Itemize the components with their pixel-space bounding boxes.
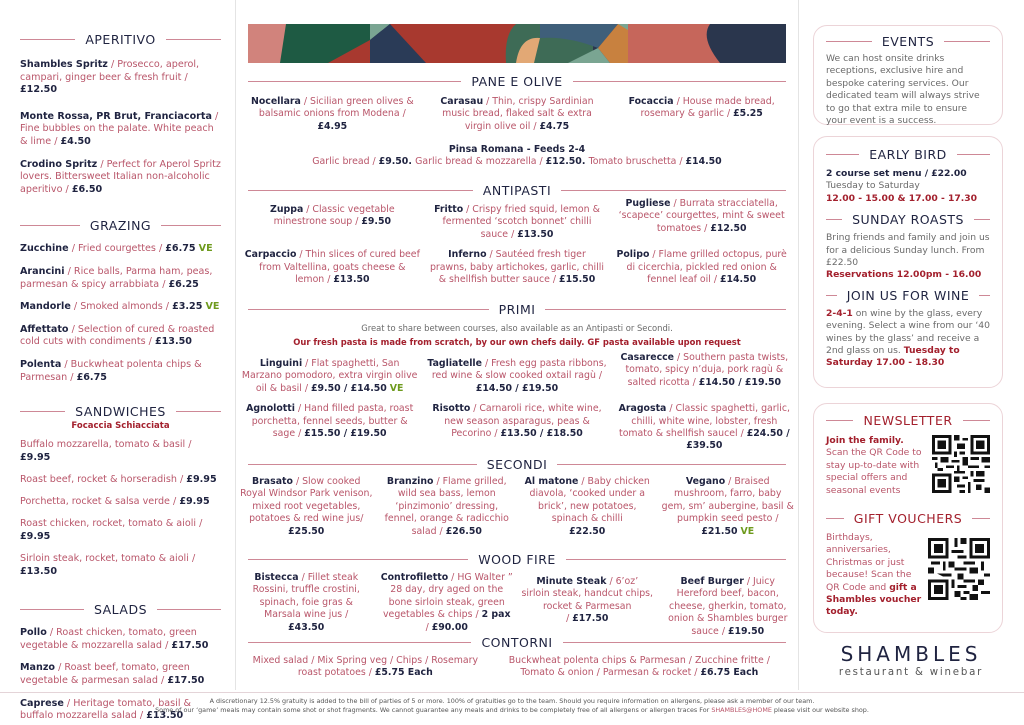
section-heading-sunday-roasts: SUNDAY ROASTS bbox=[826, 212, 990, 227]
section-heading-events: EVENTS bbox=[826, 34, 990, 49]
section-heading-wood-fire: WOOD FIRE bbox=[248, 552, 786, 567]
newsletter-text: Join the family. Scan the QR Code to stay up-to-date with special offers and seasonal events bbox=[826, 435, 922, 496]
menu-item: Arancini / Rice balls, Parma ham, peas, parmesan & spicy arrabbiata / £6.25 bbox=[20, 265, 213, 290]
section-heading-salads: SALADS bbox=[20, 602, 221, 617]
vegan-badge: VE bbox=[198, 243, 213, 255]
menu-item: Sirloin steak, rocket, tomato & aioli / £13.50 bbox=[20, 553, 196, 577]
right-column bbox=[798, 0, 1024, 690]
menu-item: Caprese / Heritage tomato, basil & buffalo mozzarella salad / £13.50 bbox=[20, 697, 192, 722]
primi-pasta-note: Our fresh pasta is made from scratch, by our own chefs daily. GF pasta available upon request bbox=[293, 337, 741, 347]
menu-item: Branzino / Flame grilled, wild sea bass, lemon ‘pinzimonio’ dressing, fennel, orange & radicchio salad / £26.50 bbox=[384, 476, 509, 537]
menu-item: Pollo / Roast chicken, tomato, green vegetable & mozzarella salad / £17.50 bbox=[20, 627, 209, 651]
vegan-badge: VE bbox=[389, 382, 404, 394]
menu-item: Beef Burger / Juicy Hereford beef, bacon, cheese, gherkin, tomato, onion & Shambles burger sauce / £19.50 bbox=[668, 576, 788, 637]
menu-item: Brasato / Slow cooked Royal Windsor Park venison, mixed root vegetables, potatoes & red wine jus/ £25.50 bbox=[240, 476, 373, 537]
pinsa-romana: Pinsa Romana - Feeds 2-4 Garlic bread / £9.50. Garlic bread & mozzarella / £12.50. Tomato bruschetta / £14.50 bbox=[312, 144, 722, 168]
menu-item: Aragosta / Classic spaghetti, garlic, chilli, white wine, lobster, fresh tomato & shellfish saucel / £24.50 / £39.50 bbox=[618, 403, 790, 452]
shambles-at-home-link[interactable]: SHAMBLES@HOME bbox=[711, 706, 772, 714]
section-heading-early-bird: EARLY BIRD bbox=[826, 147, 990, 162]
section-heading-antipasti: ANTIPASTI bbox=[248, 183, 786, 198]
offers-card: EARLY BIRD 2 course set menu / £22.00 Tuesday to Saturday 12.00 - 15.00 & 17.00 - 17.30 SUNDAY ROASTS Bring friends and family and join us for a delicious Sunday lunch. From £22.50 Reservations 12.00pm - 16.00 JOIN US FOR WINE 2-4-1 on wine by the glass, every evening. Select a wine from our ‘40 wines by the glass’ and receive a 2nd glass on us. Tuesday to Saturday 17.00 - 18.30 bbox=[813, 136, 1003, 388]
menu-item: Manzo / Roast beef, tomato, green vegetable & parmesan salad / £17.50 bbox=[20, 662, 205, 686]
center-column bbox=[236, 0, 798, 690]
section-heading-pane-e-olive: PANE E OLIVE bbox=[248, 74, 786, 89]
menu-item: Roast beef, rocket & horseradish / £9.95 bbox=[20, 473, 217, 485]
section-heading-newsletter: NEWSLETTER bbox=[826, 413, 990, 428]
menu-item: Minute Steak / 6’oz’ sirloin steak, handcut chips, rocket & Parmesan / £17.50 bbox=[521, 576, 654, 625]
menu-item: Zuppa / Classic vegetable minestrone soup / £9.50 bbox=[270, 204, 395, 228]
menu-item: Focaccia / House made bread, rosemary & garlic / £5.25 bbox=[628, 96, 775, 120]
menu-item: Fritto / Crispy fried squid, lemon & fermented ‘scotch bonnet’ chilli sauce / £13.50 bbox=[434, 204, 600, 240]
left-column bbox=[0, 0, 236, 722]
menu-item: Agnolotti / Hand filled pasta, roast porchetta, fennel seeds, butter & sage / £15.50 / £19.50 bbox=[246, 403, 414, 440]
qr-code-icon[interactable] bbox=[932, 435, 990, 493]
menu-item: Polenta / Buckwheat polenta chips & Parmesan / £6.75 bbox=[20, 358, 202, 383]
vegan-badge: VE bbox=[740, 525, 755, 537]
menu-item: Roast chicken, rocket, tomato & aioli / £9.95 bbox=[20, 518, 203, 542]
sandwiches-subtitle: Focaccia Schiacciata bbox=[71, 421, 170, 432]
events-card bbox=[813, 25, 1003, 125]
menu-item: Casarecce / Southern pasta twists, tomato, spicy n’duja, pork ragù & salted ricotta / £14.50 / £19.50 bbox=[620, 352, 789, 388]
newsletter-card bbox=[813, 403, 1003, 633]
section-heading-secondi: SECONDI bbox=[248, 457, 786, 472]
contorni-group: Buckwheat polenta chips & Parmesan / Zucchine fritte / Tomato & onion / Parmesan & rocket / £6.75 Each bbox=[508, 655, 770, 679]
menu-item: Polipo / Flame grilled octopus, purè di cicerchia, pickled red onion & fennel leaf oil / £14.50 bbox=[616, 249, 787, 286]
primi-note: Great to share between courses, also available as an Antipasti or Secondi. bbox=[361, 323, 673, 333]
section-heading-aperitivo: APERITIVO bbox=[20, 32, 221, 47]
events-text: We can host onsite drinks receptions, exclusive hire and bespoke catering services. Our dedicated team will always strive to go that extra mile to ensure your event is a success. bbox=[826, 53, 980, 127]
menu-item: Mandorle / Smoked almonds / £3.25 VE bbox=[20, 301, 220, 313]
menu-item: Crodino Spritz / Perfect for Aperol Spritz lovers. Bittersweet Italian non-alcoholic aperitivo / £6.50 bbox=[20, 158, 221, 195]
menu-item: Al matone / Baby chicken diavola, ‘cooked under a brick’, new potatoes, spinach & chilli £22.50 bbox=[524, 476, 650, 537]
menu-item: Monte Rossa, PR Brut, Franciacorta / Fine bubbles on the palate. White peach & lime / £4.50 bbox=[20, 110, 219, 147]
section-heading-sandwiches: SANDWICHES bbox=[20, 404, 221, 419]
menu-item: Nocellara / Sicilian green olives & balsamic onions from Modena / £4.95 bbox=[250, 96, 414, 132]
wine-offer-text: 2-4-1 on wine by the glass, every evening. Select a wine from our ‘40 wines by the glass’ and receive a 2nd glass on us. Tuesday to Saturday 17.00 - 18.30 bbox=[826, 307, 990, 369]
vegan-badge: VE bbox=[205, 301, 220, 313]
shambles-logo: SHAMBLES restaurant & winebar bbox=[838, 642, 984, 678]
section-heading-grazing: GRAZING bbox=[20, 218, 221, 233]
menu-item: Carpaccio / Thin slices of cured beef from Valtellina, goats cheese & lemon / £13.50 bbox=[244, 249, 420, 286]
vouchers-text: Birthdays, anniversaries, Christmas or just because! Scan the QR Code and gift a Shambles voucher today. bbox=[826, 532, 922, 618]
section-heading-contorni: CONTORNI bbox=[248, 635, 786, 650]
menu-item: Pugliese / Burrata stracciatella, ‘scapece’ courgettes, mint & sweet tomatoes / £12.50 bbox=[618, 198, 785, 234]
menu-item: Affettato / Selection of cured & roasted cold cuts with condiments / £13.50 bbox=[20, 323, 215, 348]
menu-item: Linguini / Flat spaghetti, San Marzano pomodoro, extra virgin olive oil & basil / £9.50 / £14.50 VE bbox=[241, 358, 418, 394]
menu-item: Shambles Spritz / Prosecco, aperol, campari, ginger beer & fresh fruit / £12.50 bbox=[20, 59, 200, 96]
menu-item: Carasau / Thin, crispy Sardinian music bread, flaked salt & extra virgin olive oil / £4.75 bbox=[440, 96, 594, 132]
menu-item: Porchetta, rocket & salsa verde / £9.95 bbox=[20, 496, 210, 508]
menu-item: Risotto / Carnaroli rice, white wine, new season asparagus, peas & Pecorino / £13.50 / £18.50 bbox=[432, 403, 602, 440]
section-heading-primi: PRIMI bbox=[248, 302, 786, 317]
contorni-group: Mixed salad / Mix Spring veg / Chips / Rosemary roast potatoes / £5.75 Each bbox=[252, 655, 478, 679]
section-heading-gift-vouchers: GIFT VOUCHERS bbox=[826, 511, 990, 526]
menu-item: Controfiletto / HG Walter ” 28 day, dry aged on the bone sirloin steak, green vegetables & chips / 2 pax / £90.00 bbox=[380, 572, 513, 633]
menu-item: Bistecca / Fillet steak Rossini, truffle crostini, spinach, foie gras & Marsala wine jus / £43.50 bbox=[252, 572, 360, 633]
section-heading-join-us-for-wine: JOIN US FOR WINE bbox=[826, 288, 990, 303]
menu-item: Vegano / Braised mushroom, farro, baby gem, sm’ aubergine, basil & pumpkin seed pesto / £21.50 VE bbox=[661, 476, 794, 537]
menu-item: Buffalo mozzarella, tomato & basil / £9.95 bbox=[20, 439, 192, 463]
menu-item: Inferno / Sautéed fresh tiger prawns, baby artichokes, garlic, chilli & shellfish butter sauce / £15.50 bbox=[429, 249, 604, 286]
footer-disclaimer: A discretionary 12.5% gratuity is added to the bill of parties of 5 or more. 100% of gratuities go to the team. Should you require information on allergens, please ask a member of our team. Some of our ‘game’ meals may contain some shot or shot fragments. We cannot guarantee any meals and drinks to be completely free of all allergens or allergen traces For SHAMBLES@HOME please visit our website shop. bbox=[0, 692, 1024, 715]
menu-item: Tagliatelle / Fresh egg pasta ribbons, red wine & slow cooked oxtail ragù / £14.50 / £19.50 bbox=[427, 358, 607, 394]
menu-item: Zucchine / Fried courgettes / £6.75 VE bbox=[20, 243, 213, 255]
qr-code-icon[interactable] bbox=[928, 538, 990, 600]
